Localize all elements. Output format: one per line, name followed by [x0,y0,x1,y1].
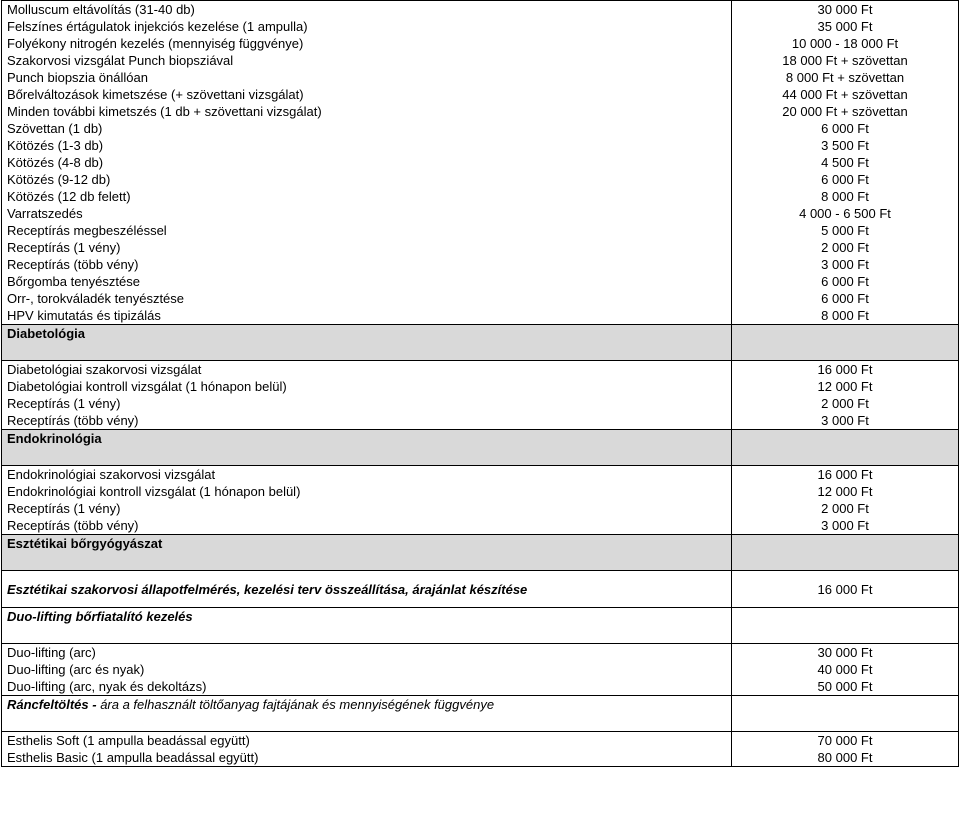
table-row [2,678,959,696]
table-row [2,52,959,69]
service-name: Receptírás (1 vény) [2,239,732,256]
table-row [2,361,959,379]
table-row [2,137,959,154]
service-name: Esthelis Soft (1 ampulla beadással együtt) [2,732,732,750]
service-price: 16 000 Ft [732,466,959,484]
service-price: 6 000 Ft [732,171,959,188]
service-price: 16 000 Ft [732,361,959,379]
service-name: Diabetológiai szakorvosi vizsgálat [2,361,732,379]
section-heading-diabetologia: Diabetológia [2,325,732,361]
table-row [2,120,959,137]
service-name: Duo-lifting (arc, nyak és dekoltázs) [2,678,732,696]
section-row [2,325,959,361]
service-price: 30 000 Ft [732,644,959,662]
table-row [2,154,959,171]
section-heading-endokrinologia: Endokrinológia [2,430,732,466]
table-row [2,644,959,662]
service-name: Duo-lifting (arc és nyak) [2,661,732,678]
table-row [2,749,959,767]
service-price: 6 000 Ft [732,120,959,137]
filler-note-title: Ráncfeltöltés - [7,697,97,712]
service-price: 6 000 Ft [732,290,959,307]
service-name: Szakorvosi vizsgálat Punch biopsziával [2,52,732,69]
table-row [2,307,959,325]
service-price: 16 000 Ft [732,571,959,608]
service-price: 20 000 Ft + szövettan [732,103,959,120]
table-row [2,500,959,517]
table-row [2,395,959,412]
service-name: Kötözés (1-3 db) [2,137,732,154]
filler-note-text: ára a felhasznált töltőanyag fajtájának és mennyiségének függvénye [96,697,495,712]
table-row [2,18,959,35]
service-name: Bőrgomba tenyésztése [2,273,732,290]
section-heading-esztetikai: Esztétikai bőrgyógyászat [2,535,732,571]
service-name: Receptírás (1 vény) [2,500,732,517]
service-name: Duo-lifting (arc) [2,644,732,662]
service-price: 2 000 Ft [732,239,959,256]
service-name: Varratszedés [2,205,732,222]
table-row [2,571,959,608]
service-price: 80 000 Ft [732,749,959,767]
service-price: 4 500 Ft [732,154,959,171]
service-price: 30 000 Ft [732,1,959,19]
table-row [2,256,959,273]
service-price: 18 000 Ft + szövettan [732,52,959,69]
service-name: Diabetológiai kontroll vizsgálat (1 hónapon belül) [2,378,732,395]
service-price: 3 000 Ft [732,256,959,273]
table-row [2,661,959,678]
table-row [2,103,959,120]
table-row [2,69,959,86]
section-row [2,430,959,466]
service-price: 40 000 Ft [732,661,959,678]
service-price: 4 000 - 6 500 Ft [732,205,959,222]
table-row [2,188,959,205]
service-name: Receptírás megbeszéléssel [2,222,732,239]
service-name: Receptírás (több vény) [2,412,732,430]
note-row [2,696,959,732]
table-row [2,1,959,19]
subsection-row [2,608,959,644]
service-name: Bőrelváltozások kimetszése (+ szövettani vizsgálat) [2,86,732,103]
service-name: Receptírás (több vény) [2,517,732,535]
service-name: Endokrinológiai kontroll vizsgálat (1 hónapon belül) [2,483,732,500]
service-name: Punch biopszia önállóan [2,69,732,86]
service-name: Kötözés (9-12 db) [2,171,732,188]
service-name: Szövettan (1 db) [2,120,732,137]
service-price: 50 000 Ft [732,678,959,696]
service-price: 70 000 Ft [732,732,959,750]
table-row [2,290,959,307]
table-row [2,273,959,290]
service-price: 2 000 Ft [732,395,959,412]
service-price: 3 000 Ft [732,517,959,535]
service-name: Kötözés (4-8 db) [2,154,732,171]
service-name: Endokrinológiai szakorvosi vizsgálat [2,466,732,484]
table-row [2,222,959,239]
table-row [2,86,959,103]
service-price: 12 000 Ft [732,378,959,395]
price-list-table [1,0,959,767]
service-name: Minden további kimetszés (1 db + szövettani vizsgálat) [2,103,732,120]
service-price: 10 000 - 18 000 Ft [732,35,959,52]
service-name: HPV kimutatás és tipizálás [2,307,732,325]
service-name: Orr-, torokváladék tenyésztése [2,290,732,307]
subsection-heading-duo-lifting: Duo-lifting bőrfiatalító kezelés [2,608,732,644]
service-name: Molluscum eltávolítás (31-40 db) [2,1,732,19]
table-row [2,732,959,750]
table-row [2,466,959,484]
table-row [2,483,959,500]
service-name: Esztétikai szakorvosi állapotfelmérés, kezelési terv összeállítása, árajánlat készítése [2,571,732,608]
service-price: 12 000 Ft [732,483,959,500]
service-name: Felszínes értágulatok injekciós kezelése (1 ampulla) [2,18,732,35]
table-row [2,412,959,430]
service-price: 8 000 Ft + szövettan [732,69,959,86]
service-name: Receptírás (1 vény) [2,395,732,412]
service-price: 35 000 Ft [732,18,959,35]
service-price: 3 500 Ft [732,137,959,154]
service-price: 8 000 Ft [732,188,959,205]
service-price: 44 000 Ft + szövettan [732,86,959,103]
table-row [2,35,959,52]
service-name: Kötözés (12 db felett) [2,188,732,205]
service-price: 6 000 Ft [732,273,959,290]
service-name: Receptírás (több vény) [2,256,732,273]
service-price: 3 000 Ft [732,412,959,430]
service-price: 2 000 Ft [732,500,959,517]
service-name: Folyékony nitrogén kezelés (mennyiség függvénye) [2,35,732,52]
service-price: 5 000 Ft [732,222,959,239]
table-row [2,239,959,256]
table-row [2,378,959,395]
table-row [2,517,959,535]
service-name: Esthelis Basic (1 ampulla beadással együtt) [2,749,732,767]
table-row [2,171,959,188]
service-price: 8 000 Ft [732,307,959,325]
section-row [2,535,959,571]
table-row [2,205,959,222]
filler-note [2,696,732,732]
